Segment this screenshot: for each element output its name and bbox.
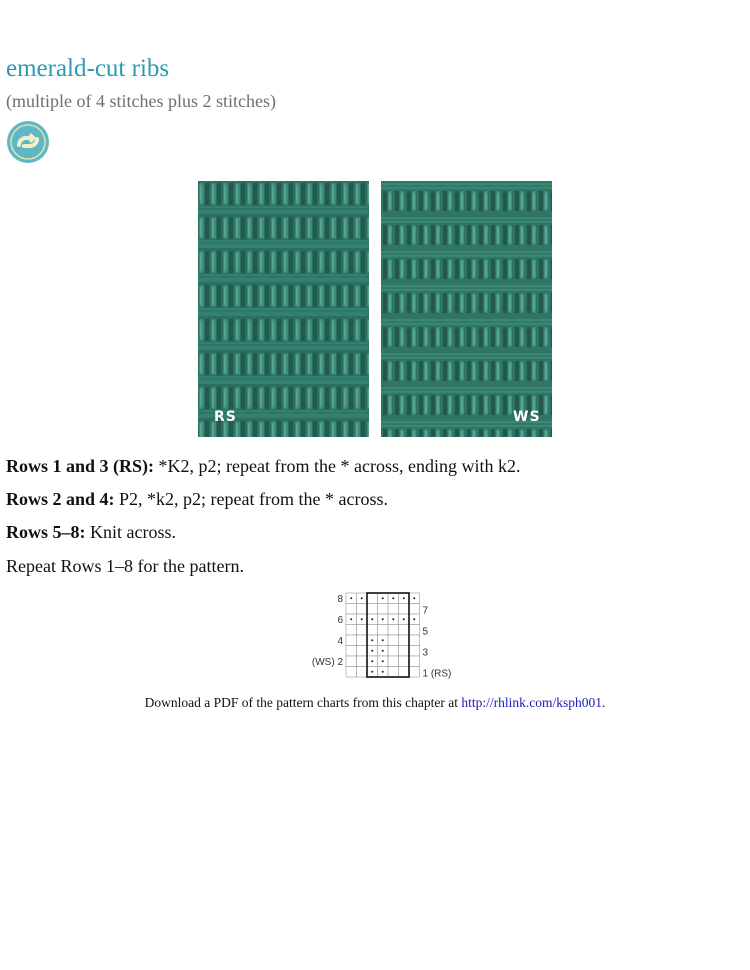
chart-cell bbox=[399, 625, 410, 636]
chart-cell bbox=[388, 656, 399, 667]
chart-row-label-rs: 7 bbox=[422, 605, 429, 617]
repeat-note: Repeat Rows 1–8 for the pattern. bbox=[6, 556, 244, 576]
purl-dot bbox=[371, 660, 373, 662]
chart-cell bbox=[346, 646, 357, 657]
purl-dot bbox=[382, 660, 384, 662]
chart-cell bbox=[409, 625, 420, 636]
swatch-photos bbox=[198, 181, 552, 437]
purl-dot bbox=[350, 618, 352, 620]
instruction-label: Rows 5–8: bbox=[6, 522, 86, 542]
download-text: Download a PDF of the pattern charts from this chapter at bbox=[144, 695, 462, 710]
instruction-label: Rows 1 and 3 (RS): bbox=[6, 456, 155, 476]
purl-dot bbox=[392, 597, 394, 599]
purl-dot bbox=[350, 597, 352, 599]
purl-dot bbox=[413, 618, 415, 620]
chart-cell bbox=[357, 667, 368, 678]
chart-cell bbox=[346, 625, 357, 636]
chart-row-label-rs: 3 bbox=[422, 647, 429, 659]
purl-dot bbox=[371, 671, 373, 673]
purl-dot bbox=[382, 650, 384, 652]
pattern-title: emerald-cut ribs bbox=[6, 55, 170, 82]
purl-dot bbox=[403, 618, 405, 620]
stitch-multiple-note: (multiple of 4 stitches plus 2 stitches) bbox=[6, 91, 276, 111]
chart-cell bbox=[388, 667, 399, 678]
chart-cell bbox=[399, 667, 410, 678]
purl-dot bbox=[371, 618, 373, 620]
purl-dot bbox=[382, 671, 384, 673]
chart-cell bbox=[399, 635, 410, 646]
chart-cell bbox=[409, 604, 420, 615]
purl-dot bbox=[403, 597, 405, 599]
chart-cell bbox=[346, 635, 357, 646]
chart-cell bbox=[357, 625, 368, 636]
instruction-text: Knit across. bbox=[85, 522, 176, 542]
chart-row-label-rs: 1 (RS) bbox=[422, 668, 452, 680]
instruction-text: P2, *k2, p2; repeat from the * across. bbox=[114, 489, 388, 509]
chart-cell bbox=[378, 625, 389, 636]
chart-cell bbox=[399, 656, 410, 667]
stitch-chart bbox=[300, 588, 452, 684]
purl-dot bbox=[371, 650, 373, 652]
chart-row-label-ws: 6 bbox=[337, 614, 343, 626]
purl-dot bbox=[382, 618, 384, 620]
chart-cell bbox=[357, 646, 368, 657]
purl-dot bbox=[361, 597, 363, 599]
chart-cell bbox=[346, 667, 357, 678]
chart-cell bbox=[367, 604, 378, 615]
chart-row-label-ws: 8 bbox=[337, 593, 343, 605]
chart-cell bbox=[346, 604, 357, 615]
chart-row-label-ws: 4 bbox=[337, 635, 343, 647]
chart-row-label-ws: (WS) 2 bbox=[311, 656, 343, 668]
chart-cell bbox=[409, 667, 420, 678]
rs-label: RS bbox=[214, 409, 237, 425]
chart-cell bbox=[409, 635, 420, 646]
chart-cell bbox=[346, 656, 357, 667]
chart-cell bbox=[409, 656, 420, 667]
instruction-label: Rows 2 and 4: bbox=[6, 489, 115, 509]
download-note bbox=[0, 694, 750, 712]
instruction-row-2-4 bbox=[6, 488, 388, 510]
chart-cell bbox=[388, 635, 399, 646]
purl-dot bbox=[382, 639, 384, 641]
chart-cell bbox=[399, 604, 410, 615]
download-end: . bbox=[602, 695, 606, 710]
purl-dot bbox=[413, 597, 415, 599]
chart-row-label-rs: 5 bbox=[422, 626, 429, 638]
chart-cell bbox=[357, 656, 368, 667]
chart-cell bbox=[399, 646, 410, 657]
instruction-text: *K2, p2; repeat from the * across, ending with k2. bbox=[154, 456, 521, 476]
chart-cell bbox=[367, 593, 378, 604]
chart-cell bbox=[367, 625, 378, 636]
purl-dot bbox=[382, 597, 384, 599]
purl-dot bbox=[392, 618, 394, 620]
ws-label: WS bbox=[513, 409, 541, 425]
instruction-row-1-3 bbox=[6, 455, 520, 477]
chart-cell bbox=[357, 604, 368, 615]
purl-dot bbox=[361, 618, 363, 620]
chart-cell bbox=[357, 635, 368, 646]
chart-cell bbox=[388, 646, 399, 657]
instruction-row-5-8 bbox=[6, 521, 176, 543]
chart-cell bbox=[378, 604, 389, 615]
purl-dot bbox=[371, 639, 373, 641]
download-link[interactable]: http://rhlink.com/ksph001 bbox=[461, 695, 603, 710]
ws-swatch-photo bbox=[381, 181, 552, 437]
chart-cell bbox=[409, 646, 420, 657]
chart-cell bbox=[388, 625, 399, 636]
chart-cell bbox=[388, 604, 399, 615]
crossreference-icon[interactable] bbox=[6, 120, 50, 164]
rs-swatch-photo bbox=[198, 181, 369, 437]
